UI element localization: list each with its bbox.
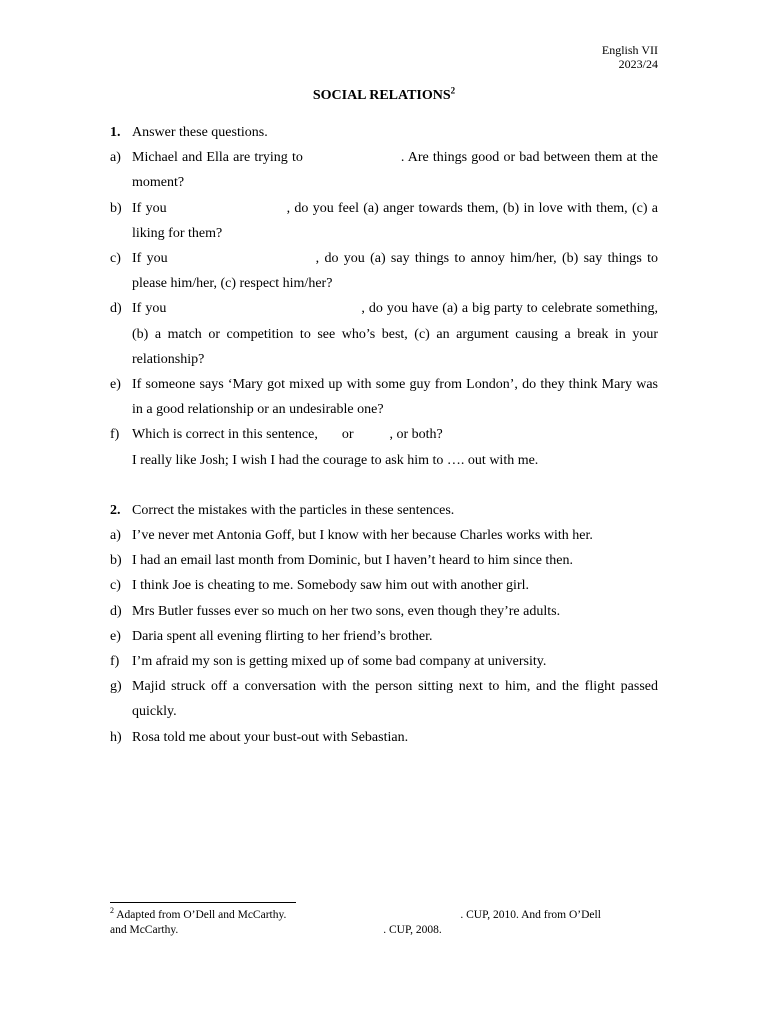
sentence-marker: g) bbox=[110, 679, 122, 695]
worksheet-body bbox=[110, 120, 658, 750]
sentence-text: I think Joe is cheating to me. Somebody saw him out with another girl. bbox=[132, 578, 529, 594]
sentence-2g bbox=[110, 674, 658, 724]
sentence-text: I’m afraid my son is getting mixed up of some bad company at university. bbox=[132, 654, 547, 670]
sentence-2h bbox=[110, 725, 658, 750]
sentence-text: Majid struck off a conversation with the person sitting next to him, and the flight passed quickly. bbox=[132, 679, 658, 720]
sentence-marker: b) bbox=[110, 553, 122, 569]
sentence-2f bbox=[110, 649, 658, 674]
sentence-2b bbox=[110, 548, 658, 573]
footnote-number: 2 bbox=[110, 906, 114, 916]
sentence-text: I’ve never met Antonia Goff, but I know with her because Charles works with her. bbox=[132, 528, 593, 544]
sentence-marker: a) bbox=[110, 528, 121, 544]
sentence-2e bbox=[110, 624, 658, 649]
section-2-number: 2. bbox=[110, 502, 121, 518]
question-text: If you , do you feel (a) anger towards them, (b) in love with them, (c) a liking for them? bbox=[132, 200, 658, 241]
sentence-text: Daria spent all evening flirting to her friend’s brother. bbox=[132, 628, 433, 644]
sentence-marker: e) bbox=[110, 628, 121, 644]
course-name: English VII bbox=[601, 43, 658, 57]
section-1-instruction: Answer these questions. bbox=[132, 125, 268, 140]
question-marker: d) bbox=[110, 301, 122, 317]
title-footnote-ref: 2 bbox=[450, 85, 456, 96]
sentence-2c bbox=[110, 573, 658, 598]
question-marker: a) bbox=[110, 150, 121, 166]
sentence-marker: d) bbox=[110, 603, 122, 619]
section-2-heading bbox=[110, 498, 658, 523]
sentence-2d bbox=[110, 599, 658, 624]
sentence-2a bbox=[110, 523, 658, 548]
footnote-line-2: and McCarthy. . CUP, 2008. bbox=[110, 924, 442, 936]
section-2-instruction: Correct the mistakes with the particles in these sentences. bbox=[132, 502, 455, 518]
question-marker: c) bbox=[110, 251, 121, 267]
footnote-divider bbox=[110, 902, 296, 903]
question-1b bbox=[110, 196, 658, 246]
question-marker: b) bbox=[110, 200, 122, 216]
question-marker: e) bbox=[110, 377, 121, 393]
example-sentence: I really like Josh; I wish I had the courage to ask him to …. out with me. bbox=[132, 452, 539, 468]
question-1f bbox=[110, 422, 658, 472]
question-text: If someone says ‘Mary got mixed up with some guy from London’, do they think Mary was in a good relationship or an undesirable one? bbox=[132, 377, 658, 418]
question-1d bbox=[110, 296, 658, 372]
question-text: Which is correct in this sentence, or , or both? I really like Josh; I wish I had the courage to ask him to …. out with me. bbox=[132, 427, 539, 468]
sentence-text: I had an email last month from Dominic, but I haven’t heard to him since then. bbox=[132, 553, 574, 569]
question-marker: f) bbox=[110, 427, 120, 443]
question-text: If you , do you (a) say things to annoy him/her, (b) say things to please him/her, (c) respect him/her? bbox=[132, 251, 658, 292]
question-1a bbox=[110, 145, 658, 195]
academic-year: 2023/24 bbox=[618, 57, 658, 71]
sentence-marker: h) bbox=[110, 729, 122, 745]
sentence-marker: f) bbox=[110, 654, 120, 670]
footnote bbox=[110, 908, 658, 938]
question-text: Michael and Ella are trying to . Are things good or bad between them at the moment? bbox=[132, 150, 658, 191]
question-text: If you , do you have (a) a big party to celebrate something, (b) a match or competition to see who’s best, (c) an argument causing a break in your relationship? bbox=[132, 301, 658, 367]
section-1-heading bbox=[110, 120, 658, 145]
title-text: SOCIAL RELATIONS bbox=[312, 88, 451, 103]
question-1c bbox=[110, 246, 658, 296]
section-1-number: 1. bbox=[110, 125, 121, 140]
sentence-text: Rosa told me about your bust-out with Sebastian. bbox=[132, 729, 409, 745]
sentence-text: Mrs Butler fusses ever so much on her two sons, even though they’re adults. bbox=[132, 603, 561, 619]
question-1e bbox=[110, 372, 658, 422]
page-title bbox=[0, 85, 768, 104]
footnote-line-1: $^2$ Adapted from O’Dell and McCarthy. . CUP, 2010. And from O’Dell bbox=[110, 906, 601, 921]
sentence-marker: c) bbox=[110, 578, 121, 594]
page-header bbox=[602, 43, 658, 71]
